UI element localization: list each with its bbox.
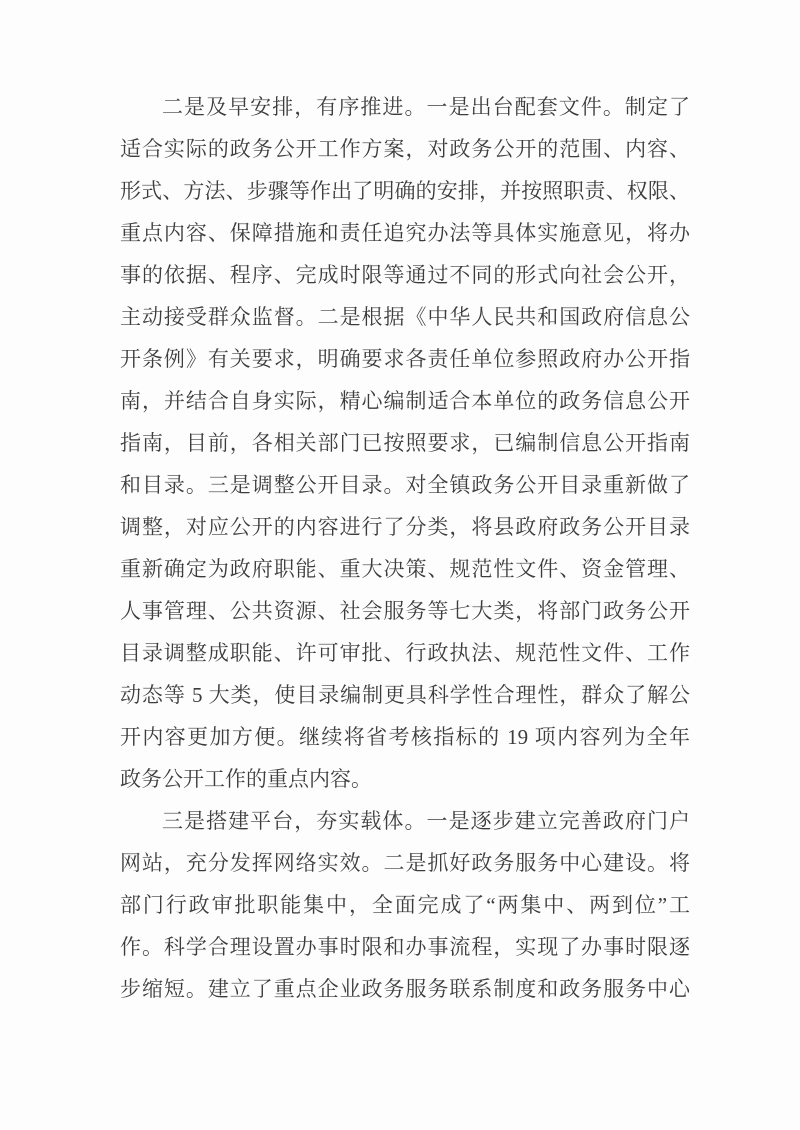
text-line: 南，并结合自身实际，精心编制适合本单位的政务信息公开: [120, 389, 690, 413]
text-line: 三是搭建平台，夯实载体。一是逐步建立完善政府门户: [162, 809, 690, 833]
text-line: 部门行政审批职能集中，全面完成了“两集中、两到位”工: [120, 893, 690, 917]
text-line: 适合实际的政务公开工作方案，对政务公开的范围、内容、: [120, 137, 690, 161]
text-line: 重新确定为政府职能、重大决策、规范性文件、资金管理、: [120, 557, 690, 581]
text-line: 形式、方法、步骤等作出了明确的安排，并按照职责、权限、: [120, 179, 690, 203]
text-line: 事的依据、程序、完成时限等通过不同的形式向社会公开，: [120, 263, 690, 287]
text-line: 开内容更加方便。继续将省考核指标的 19 项内容列为全年: [120, 725, 690, 749]
text-line: 作。科学合理设置办事时限和办事流程，实现了办事时限逐: [120, 935, 690, 959]
document-body: [120, 86, 690, 1010]
text-line: 调整，对应公开的内容进行了分类，将县政府政务公开目录: [120, 515, 690, 539]
text-line: 目录调整成职能、许可审批、行政执法、规范性文件、工作: [120, 641, 690, 665]
text-line: 政务公开工作的重点内容。: [120, 767, 372, 791]
text-line: 和目录。三是调整公开目录。对全镇政务公开目录重新做了: [120, 473, 690, 497]
text-line: 步缩短。建立了重点企业政务服务联系制度和政务服务中心: [120, 977, 690, 1001]
text-line: 网站，充分发挥网络实效。二是抓好政务服务中心建设。将: [120, 851, 690, 875]
paragraph-platform-building: [120, 800, 690, 1010]
text-line: 动态等 5 大类，使目录编制更具科学性合理性，群众了解公: [120, 683, 690, 707]
text-line: 二是及早安排，有序推进。一是出台配套文件。制定了: [162, 95, 690, 119]
text-line: 主动接受群众监督。二是根据《中华人民共和国政府信息公: [120, 305, 690, 329]
paragraph-early-arrangement: [120, 86, 690, 800]
text-line: 开条例》有关要求，明确要求各责任单位参照政府办公开指: [120, 347, 690, 371]
text-line: 指南，目前，各相关部门已按照要求，已编制信息公开指南: [120, 431, 690, 455]
text-line: 重点内容、保障措施和责任追究办法等具体实施意见，将办: [120, 221, 690, 245]
text-line: 人事管理、公共资源、社会服务等七大类，将部门政务公开: [120, 599, 690, 623]
